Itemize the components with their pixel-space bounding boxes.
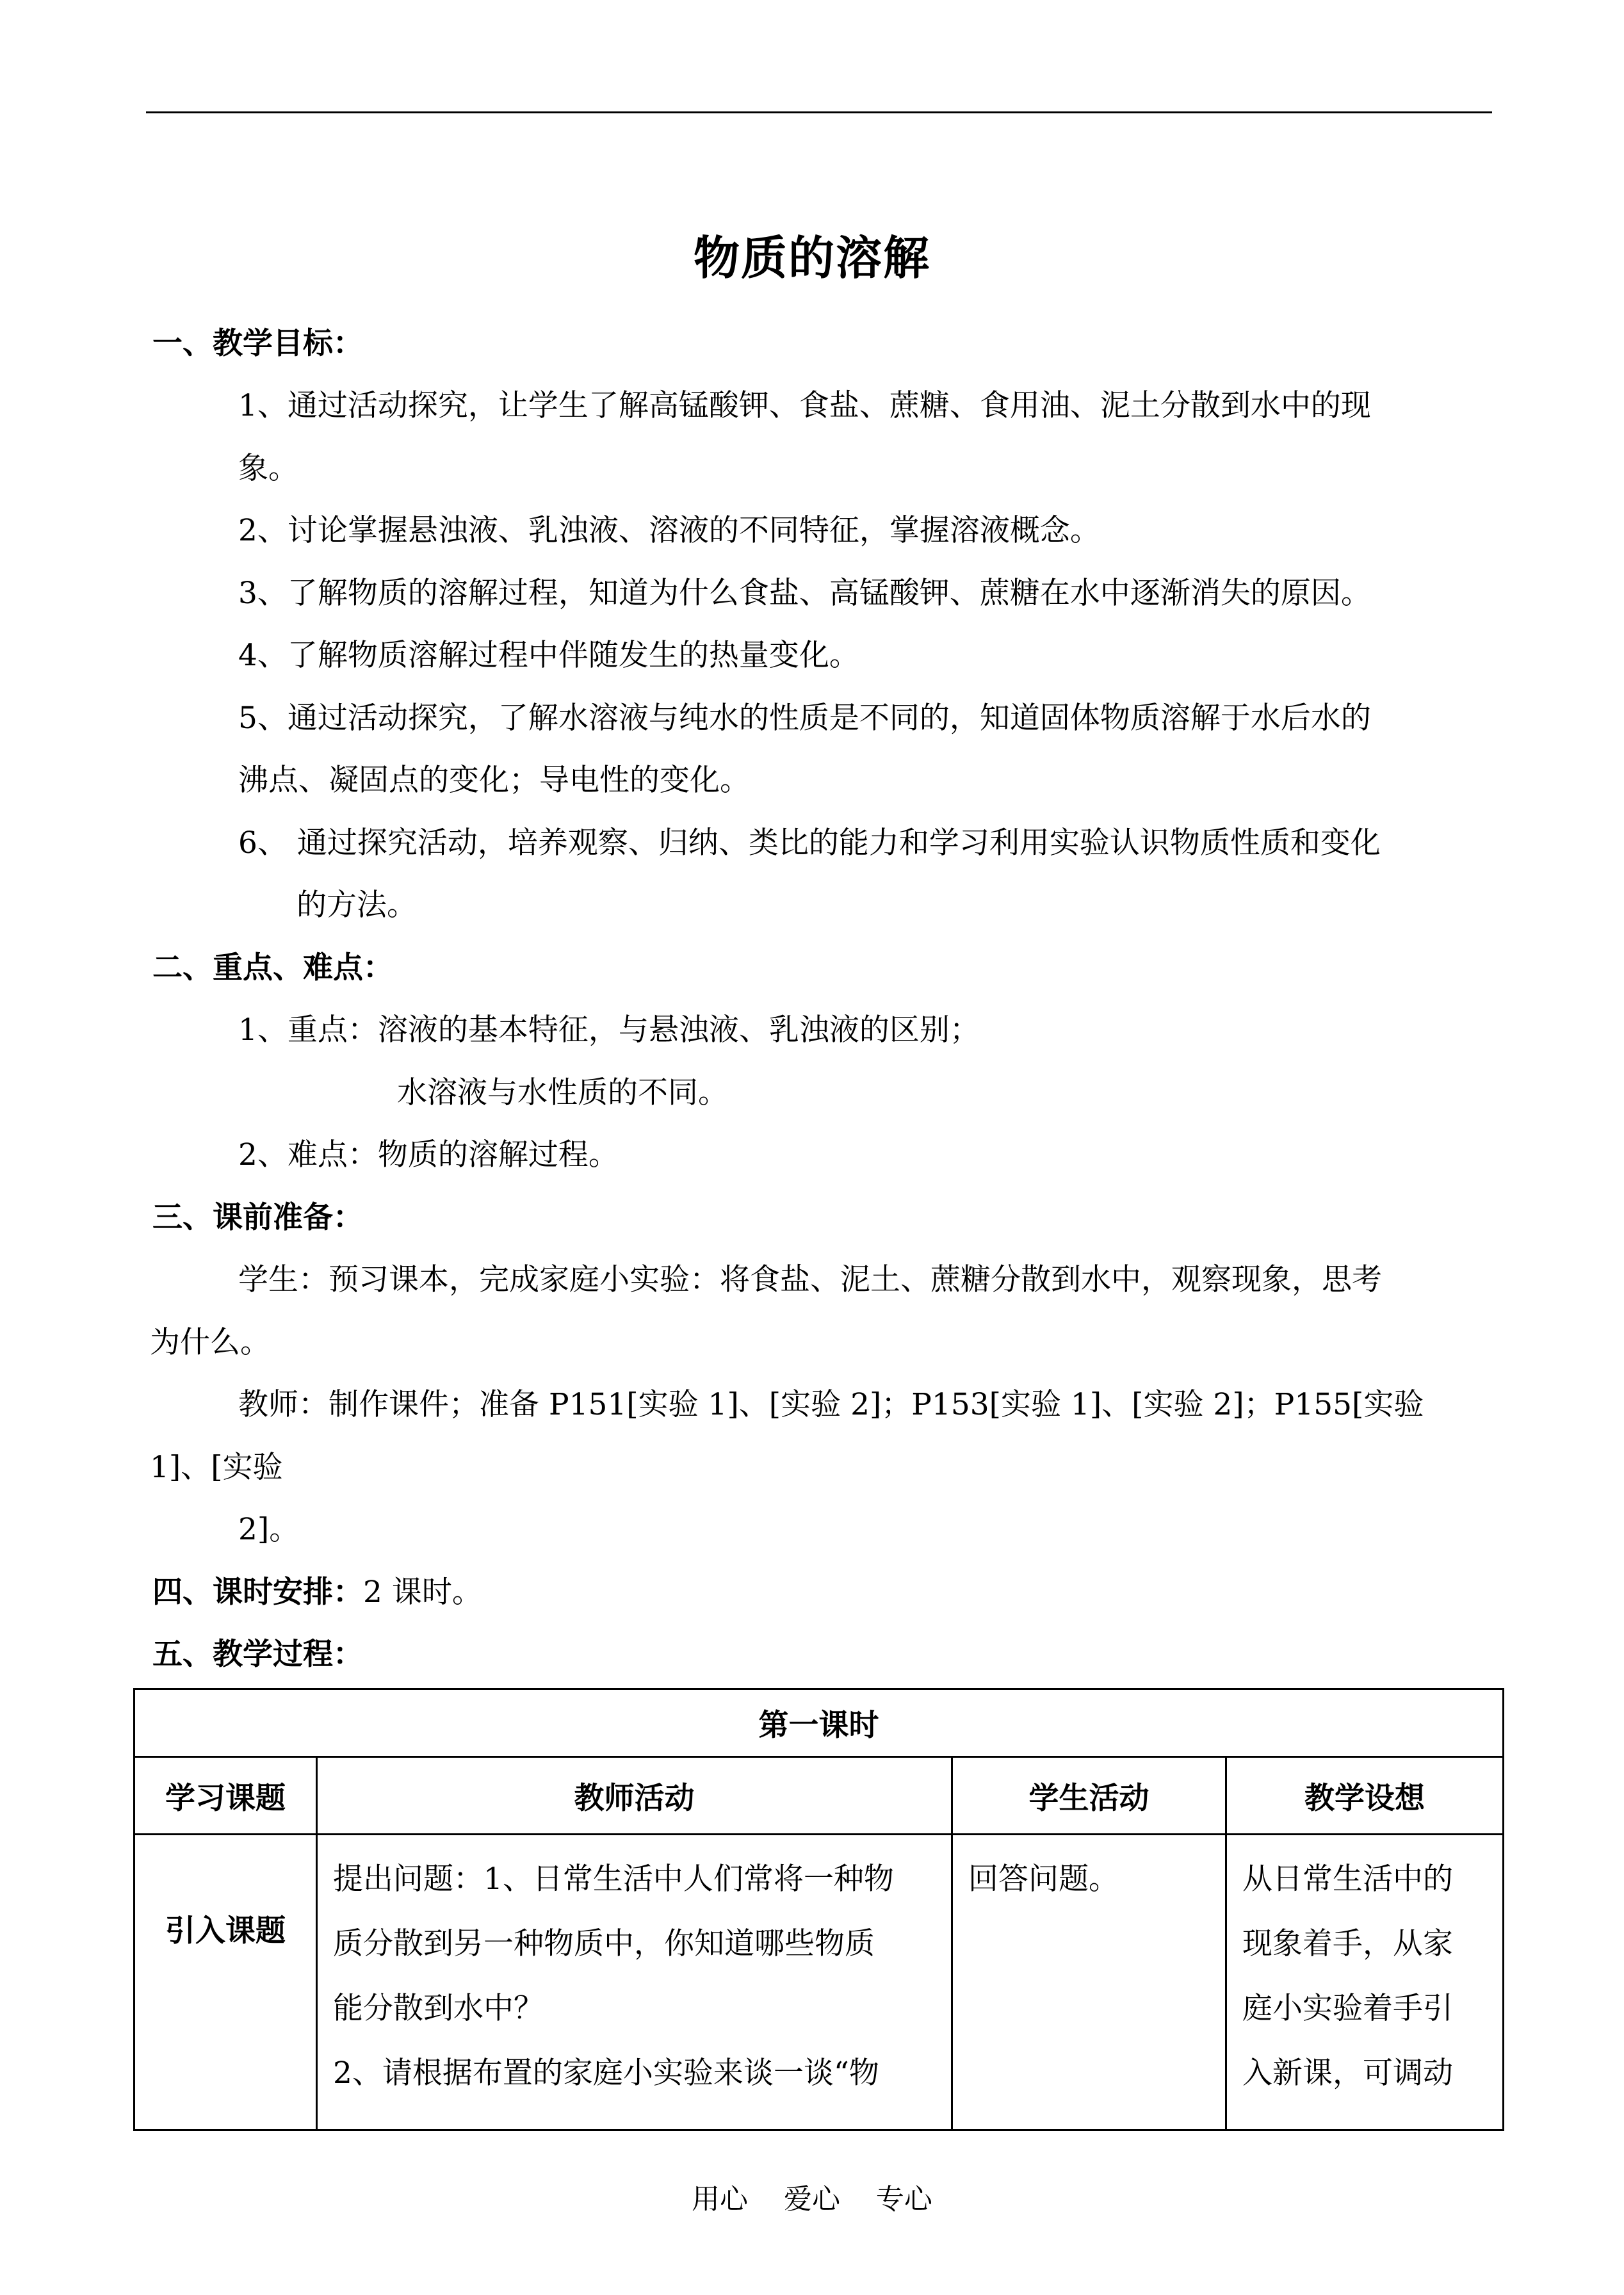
key-point-line: 1、重点：溶液的基本特征，与悬浊液、乳浊液的区别； — [238, 1012, 980, 1048]
section-heading-key-points: 二、重点、难点： — [152, 950, 393, 985]
teacher-line: 质分散到另一种物质中，你知道哪些物质 — [333, 1926, 875, 1961]
lesson-table — [133, 1688, 1504, 2131]
student-activity-cell — [952, 1835, 1226, 2130]
objective-line: 象。 — [238, 451, 298, 486]
topic-text: 引入课题 — [165, 1913, 286, 1949]
teacher-line: 提出问题：1、日常生活中人们常将一种物 — [333, 1861, 894, 1897]
table-header: 学生活动 — [952, 1757, 1226, 1835]
page-title: 物质的溶解 — [693, 231, 930, 285]
design-cell — [1226, 1835, 1504, 2130]
topic-cell — [134, 1835, 317, 2130]
section-heading-objectives: 一、教学目标： — [152, 326, 363, 361]
objective-line: 5、通过活动探究，了解水溶液与纯水的性质是不同的，知道固体物质溶解于水后水的 — [238, 701, 1371, 736]
preparation-line: 为什么。 — [150, 1325, 270, 1360]
schedule-line — [152, 1573, 482, 1612]
page-footer: 用心 爱心 专心 — [692, 2183, 932, 2216]
teacher-activity-text — [318, 1835, 951, 2105]
section-heading-preparation: 三、课前准备： — [152, 1200, 363, 1235]
objective-line: 4、了解物质溶解过程中伴随发生的热量变化。 — [238, 638, 859, 673]
design-line: 现象着手，从家 — [1242, 1926, 1453, 1961]
objective-line: 3、了解物质的溶解过程，知道为什么食盐、高锰酸钾、蔗糖在水中逐渐消失的原因。 — [238, 576, 1371, 611]
section-heading-schedule: 四、课时安排： — [152, 1575, 363, 1610]
objective-line: 1、通过活动探究，让学生了解高锰酸钾、食盐、蔗糖、食用油、泥土分散到水中的现 — [238, 388, 1371, 423]
teacher-line: 能分散到水中？ — [333, 1991, 544, 2026]
student-activity-text: 回答问题。 — [968, 1861, 1119, 1897]
table-header: 学习课题 — [134, 1757, 317, 1835]
key-point-line: 水溶液与水性质的不同。 — [397, 1075, 728, 1110]
design-text — [1227, 1835, 1502, 2105]
section-heading-process: 五、教学过程： — [152, 1637, 363, 1672]
objective-line: 2、讨论掌握悬浊液、乳浊液、溶液的不同特征，掌握溶液概念。 — [238, 513, 1100, 548]
teacher-line: 2、请根据布置的家庭小实验来谈一谈“物 — [333, 2056, 879, 2091]
header-rule — [146, 111, 1492, 113]
table-header: 教师活动 — [317, 1757, 952, 1835]
table-header: 教学设想 — [1226, 1757, 1504, 1835]
teacher-activity-cell — [317, 1835, 952, 2130]
preparation-line: 1]、[实验 — [150, 1450, 283, 1485]
design-line: 从日常生活中的 — [1242, 1861, 1453, 1897]
schedule-value: 2 课时。 — [363, 1575, 482, 1610]
preparation-line: 教师：制作课件；准备 P151[实验 1]、[实验 2]；P153[实验 1]、[实验 2]；P155[实验 — [238, 1387, 1424, 1422]
key-point-line: 2、难点：物质的溶解过程。 — [238, 1137, 619, 1172]
design-line: 庭小实验着手引 — [1242, 1991, 1453, 2026]
objective-line: 6、 通过探究活动，培养观察、归纳、类比的能力和学习利用实验认识物质性质和变化 — [238, 825, 1381, 861]
design-line: 入新课，可调动 — [1242, 2056, 1453, 2091]
preparation-line: 2]。 — [238, 1512, 300, 1547]
table-header-row — [134, 1757, 1504, 1835]
objective-line: 沸点、凝固点的变化；导电性的变化。 — [238, 763, 750, 798]
preparation-line: 学生：预习课本，完成家庭小实验：将食盐、泥土、蔗糖分散到水中，观察现象，思考 — [238, 1262, 1382, 1297]
table-caption: 第一课时 — [134, 1689, 1504, 1757]
objective-line: 的方法。 — [296, 888, 417, 923]
table-row — [134, 1835, 1504, 2130]
